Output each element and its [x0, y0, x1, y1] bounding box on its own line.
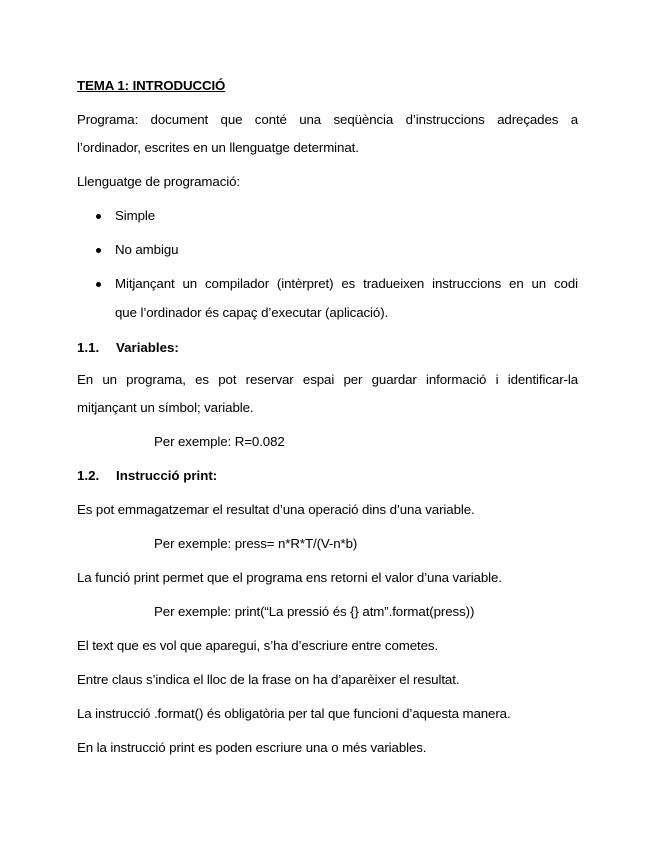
section-number: 1.2. [77, 468, 100, 483]
bullet-compilador-line-2: que l’ordinador és capaç d’executar (aplicació). [115, 305, 389, 320]
print-example-1: Per exemple: press= n*R*T/(V-n*b) [154, 536, 358, 551]
programa-definition-line-1: Programa: document que conté una seqüència d’instruccions adreçades a [77, 112, 578, 127]
programa-definition-line-2: l’ordinador, escrites en un llenguatge determinat. [77, 140, 359, 155]
page-title: TEMA 1: INTRODUCCIÓ [77, 78, 226, 93]
print-paragraph-3: El text que es vol que aparegui, s’ha d’escriure entre cometes. [77, 638, 439, 653]
bullet-dot [96, 282, 101, 287]
variables-example: Per exemple: R=0.082 [154, 434, 285, 449]
bullet-no-ambigu: No ambigu [115, 242, 179, 257]
print-paragraph-5: La instrucció .format() és obligatòria per tal que funcioni d’aquesta manera. [77, 706, 511, 721]
variables-paragraph-line-2: mitjançant un símbol; variable. [77, 400, 254, 415]
print-example-2: Per exemple: print(“La pressió és {} atm”.format(press)) [154, 604, 475, 619]
llenguatge-intro: Llenguatge de programació: [77, 174, 240, 189]
print-paragraph-1: Es pot emmagatzemar el resultat d’una operació dins d’una variable. [77, 502, 475, 517]
section-title-variables: Variables: [116, 340, 179, 355]
print-paragraph-4: Entre claus s’indica el lloc de la frase on ha d’aparèixer el resultat. [77, 672, 460, 687]
bullet-dot [96, 214, 101, 219]
bullet-dot [96, 248, 101, 253]
bullet-compilador-line-1: Mitjançant un compilador (intèrpret) es tradueixen instruccions en un codi [115, 276, 578, 291]
section-number: 1.1. [77, 340, 100, 355]
print-paragraph-6: En la instrucció print es poden escriure una o més variables. [77, 740, 427, 755]
section-title-print: Instrucció print: [116, 468, 218, 483]
bullet-simple: Simple [115, 208, 156, 223]
print-paragraph-2: La funció print permet que el programa ens retorni el valor d’una variable. [77, 570, 502, 585]
variables-paragraph-line-1: En un programa, es pot reservar espai per guardar informació i identificar-la [77, 372, 578, 387]
